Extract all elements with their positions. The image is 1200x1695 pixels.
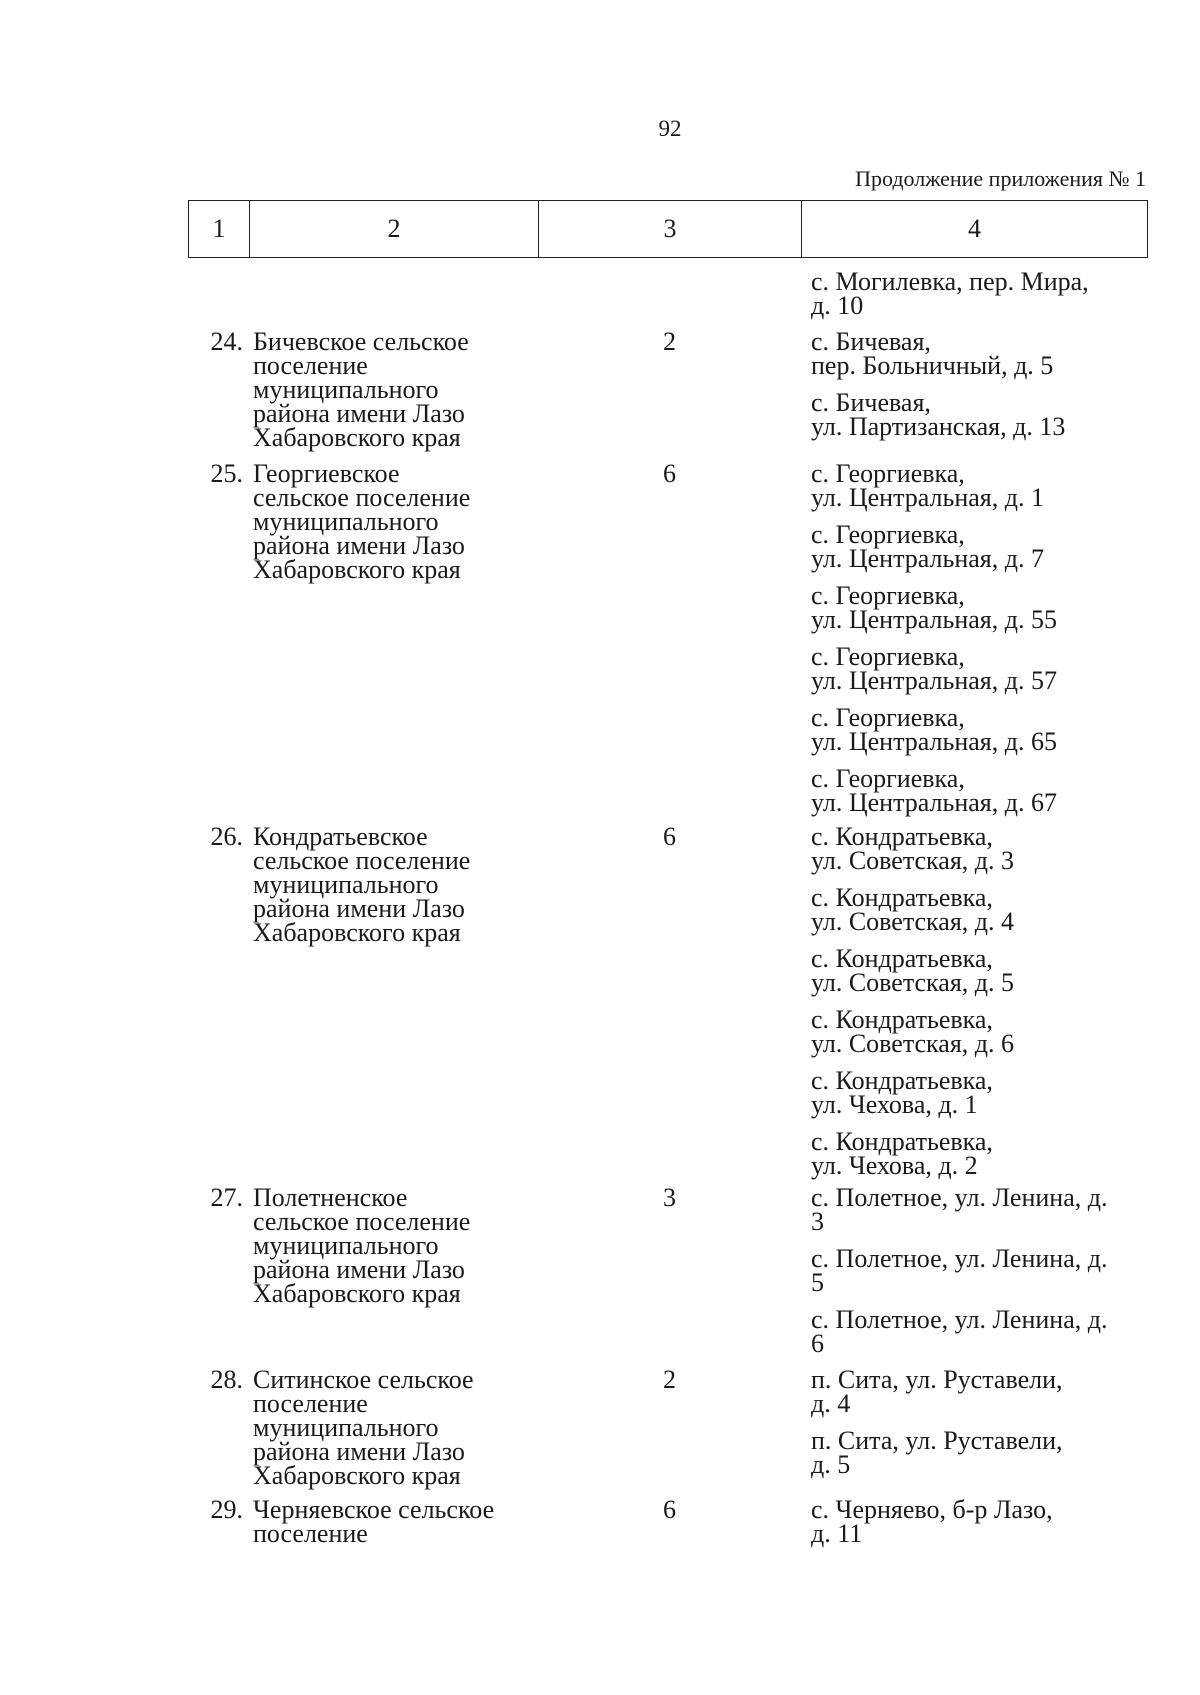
address-line: с. Георгиевка, bbox=[811, 642, 965, 671]
address-entry bbox=[811, 459, 1148, 512]
table-row bbox=[188, 1495, 1148, 1548]
address-line: с. Георгиевка, bbox=[811, 581, 965, 610]
row-number: 29. bbox=[210, 1495, 243, 1524]
address-line: с. Могилевка, пер. Мира, bbox=[811, 267, 1089, 296]
address-line: с. Бичевая, bbox=[811, 327, 931, 356]
address-line: ул. Центральная, д. 55 bbox=[811, 605, 1057, 634]
address-line: с. Черняево, б-р Лазо, bbox=[811, 1495, 1053, 1524]
address-line: с. Кондратьевка, bbox=[811, 1005, 993, 1034]
settlement-name-line: района имени Лазо bbox=[253, 894, 465, 923]
address-line: с. Бичевая, bbox=[811, 388, 931, 417]
row-number: 28. bbox=[210, 1365, 243, 1394]
address-entry bbox=[811, 1066, 1148, 1119]
header-col-3: 3 bbox=[539, 201, 802, 257]
row-number: 24. bbox=[210, 327, 243, 356]
address-line: ул. Центральная, д. 7 bbox=[811, 544, 1044, 573]
header-col-2: 2 bbox=[250, 201, 539, 257]
settlement-name bbox=[249, 459, 538, 815]
address-entry bbox=[811, 1127, 1148, 1180]
settlement-name-line: Полетненское bbox=[253, 1183, 408, 1212]
settlement-name-line: муниципального bbox=[253, 507, 439, 536]
address-line: д. 5 bbox=[811, 1450, 851, 1479]
table-row bbox=[188, 822, 1148, 1180]
address-entry bbox=[811, 642, 1148, 695]
settlement-name-line: Кондратьевское bbox=[253, 822, 428, 851]
address-list bbox=[801, 1183, 1148, 1358]
address-list bbox=[801, 459, 1148, 817]
address-line: ул. Партизанская, д. 13 bbox=[811, 412, 1066, 441]
address-line: п. Сита, ул. Руставели, bbox=[811, 1426, 1063, 1455]
address-line: ул. Советская, д. 3 bbox=[811, 846, 1015, 875]
row-number: 27. bbox=[210, 1183, 243, 1212]
address-line: с. Георгиевка, bbox=[811, 459, 965, 488]
address-line: с. Кондратьевка, bbox=[811, 1127, 993, 1156]
settlement-name-line: Хабаровского края bbox=[253, 1461, 461, 1490]
settlement-name bbox=[249, 1183, 538, 1356]
settlement-name-line: Бичевское сельское bbox=[253, 327, 469, 356]
address-line: с. Кондратьевка, bbox=[811, 822, 993, 851]
polling-station-count: 6 bbox=[663, 459, 676, 488]
settlement-name-line: Черняевское сельское bbox=[253, 1495, 495, 1524]
polling-station-count: 6 bbox=[663, 1495, 676, 1524]
table-row bbox=[188, 1183, 1148, 1358]
address-line: п. Сита, ул. Руставели, bbox=[811, 1365, 1063, 1394]
settlement-name bbox=[249, 822, 538, 1178]
address-entry bbox=[811, 703, 1148, 756]
address-line: с. Кондратьевка, bbox=[811, 1066, 993, 1095]
address-entry bbox=[811, 1426, 1148, 1479]
address-line: ул. Советская, д. 6 bbox=[811, 1029, 1015, 1058]
address-entry bbox=[811, 1244, 1148, 1297]
address-line: д. 10 bbox=[811, 291, 864, 320]
address-line: 6 bbox=[811, 1329, 824, 1358]
address-entry bbox=[811, 822, 1148, 875]
settlement-name-line: поселение bbox=[253, 1519, 368, 1548]
address-list bbox=[801, 1365, 1148, 1488]
address-line: с. Кондратьевка, bbox=[811, 883, 993, 912]
address-line: ул. Советская, д. 4 bbox=[811, 907, 1015, 936]
address-line: с. Георгиевка, bbox=[811, 520, 965, 549]
settlement-name bbox=[249, 1495, 538, 1548]
address-entry bbox=[811, 1365, 1148, 1418]
address-entry bbox=[811, 520, 1148, 573]
table-body bbox=[188, 267, 1148, 1548]
settlement-name-line: Георгиевское bbox=[253, 459, 400, 488]
settlement-name-line: района имени Лазо bbox=[253, 531, 465, 560]
settlement-name-line: муниципального bbox=[253, 870, 439, 899]
address-entry bbox=[811, 1183, 1148, 1236]
settlement-name-line: сельское поселение bbox=[253, 846, 471, 875]
header-col-4: 4 bbox=[968, 214, 981, 243]
address-line: с. Кондратьевка, bbox=[811, 944, 993, 973]
settlement-name-line: Хабаровского края bbox=[253, 555, 461, 584]
appendix-continuation-label: Продолжение приложения № 1 bbox=[855, 166, 1146, 191]
address-line: 3 bbox=[811, 1207, 824, 1236]
settlement-name-line: поселение bbox=[253, 1389, 368, 1418]
polling-station-count: 3 bbox=[663, 1183, 676, 1212]
address-line: ул. Центральная, д. 65 bbox=[811, 727, 1057, 756]
settlement-name-line: сельское поселение bbox=[253, 483, 471, 512]
row-number: 26. bbox=[210, 822, 243, 851]
table-row bbox=[188, 327, 1148, 452]
settlement-name-line: сельское поселение bbox=[253, 1207, 471, 1236]
address-line: 5 bbox=[811, 1268, 824, 1297]
settlement-name bbox=[249, 1365, 538, 1490]
address-entry bbox=[811, 327, 1148, 380]
address-line: с. Полетное, ул. Ленина, д. bbox=[811, 1244, 1108, 1273]
page-number: 92 bbox=[658, 116, 682, 141]
address-line: ул. Центральная, д. 57 bbox=[811, 666, 1057, 695]
settlement-name-line: Хабаровского края bbox=[253, 423, 461, 452]
address-line: с. Полетное, ул. Ленина, д. bbox=[811, 1183, 1108, 1212]
header-col-1: 1 bbox=[189, 201, 250, 257]
address-entry bbox=[811, 581, 1148, 634]
table-row bbox=[188, 459, 1148, 817]
address-line: пер. Больничный, д. 5 bbox=[811, 351, 1054, 380]
address-line: ул. Советская, д. 5 bbox=[811, 968, 1015, 997]
carryover-row bbox=[188, 267, 1148, 320]
settlement-name-line: поселение bbox=[253, 351, 368, 380]
address-entry bbox=[811, 1305, 1148, 1358]
address-list bbox=[801, 327, 1148, 450]
settlement-name bbox=[249, 327, 538, 452]
settlement-name-line: района имени Лазо bbox=[253, 399, 465, 428]
address-line: ул. Центральная, д. 67 bbox=[811, 788, 1057, 817]
settlement-name-line: муниципального bbox=[253, 375, 439, 404]
polling-station-count: 2 bbox=[663, 327, 676, 356]
settlement-name-line: муниципального bbox=[253, 1413, 439, 1442]
address-line: с. Георгиевка, bbox=[811, 703, 965, 732]
address-entry bbox=[811, 1005, 1148, 1058]
table-header bbox=[188, 200, 1148, 258]
polling-station-count: 6 bbox=[663, 822, 676, 851]
address-line: ул. Чехова, д. 2 bbox=[811, 1151, 978, 1180]
table-row bbox=[188, 1365, 1148, 1490]
address-line: с. Полетное, ул. Ленина, д. bbox=[811, 1305, 1108, 1334]
address-entry bbox=[811, 1495, 1148, 1548]
settlement-name-line: Ситинское сельское bbox=[253, 1365, 474, 1394]
settlement-name-line: района имени Лазо bbox=[253, 1255, 465, 1284]
address-entry bbox=[811, 388, 1148, 441]
address-line: ул. Центральная, д. 1 bbox=[811, 483, 1044, 512]
row-number: 25. bbox=[210, 459, 243, 488]
polling-station-count: 2 bbox=[663, 1365, 676, 1394]
address-line: с. Георгиевка, bbox=[811, 764, 965, 793]
address-list bbox=[801, 822, 1148, 1180]
address-line: ул. Чехова, д. 1 bbox=[811, 1090, 978, 1119]
settlement-name-line: Хабаровского края bbox=[253, 918, 461, 947]
settlement-name-line: Хабаровского края bbox=[253, 1279, 461, 1308]
address-list bbox=[801, 1495, 1148, 1548]
settlement-name-line: муниципального bbox=[253, 1231, 439, 1260]
address-entry bbox=[811, 267, 1148, 320]
settlement-name-line: района имени Лазо bbox=[253, 1437, 465, 1466]
address-line: д. 4 bbox=[811, 1389, 851, 1418]
address-entry bbox=[811, 764, 1148, 817]
address-entry bbox=[811, 944, 1148, 997]
address-line: д. 11 bbox=[811, 1519, 863, 1548]
address-entry bbox=[811, 883, 1148, 936]
